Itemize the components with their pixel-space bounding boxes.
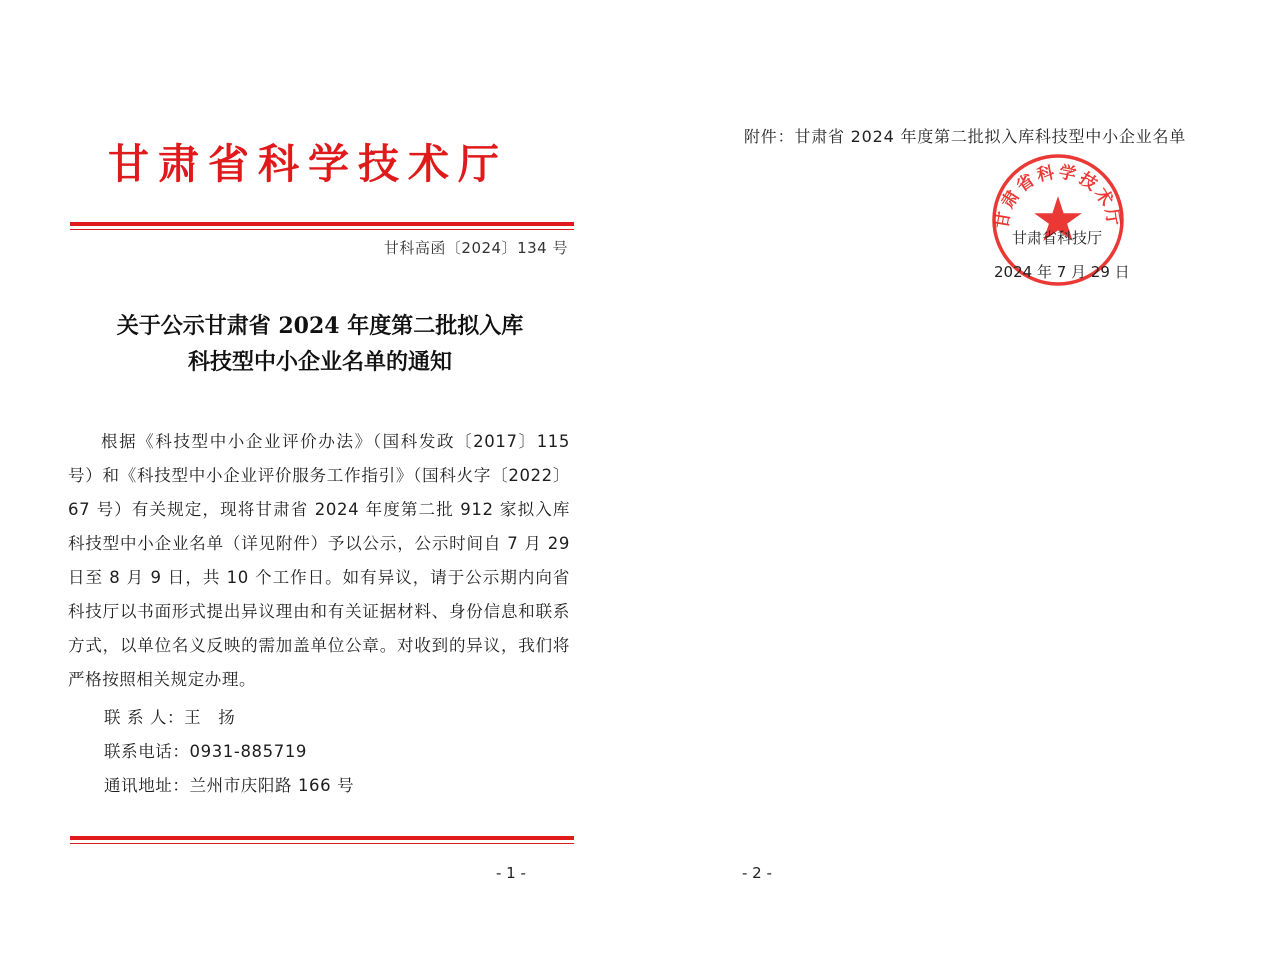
signature-date: 2024 年 7 月 29 日: [994, 263, 1130, 281]
contact-address-value: 兰州市庆阳路 166 号: [189, 776, 355, 795]
document-number: 甘科高函〔2024〕134 号: [383, 239, 568, 257]
page-number: - 1 -: [496, 864, 526, 882]
signature-organization: 甘肃省科技厅: [1012, 229, 1103, 247]
contact-address: [104, 772, 354, 796]
contact-phone-value: 0931-885719: [189, 742, 308, 761]
red-rule-thick: [70, 836, 574, 840]
contact-person: [104, 704, 235, 728]
notice-body-paragraph: 根据《科技型中小企业评价办法》（国科发政〔2017〕115 号）和《科技型中小企业评价服务工作指引》（国科火字〔2022〕67 号）有关规定，现将甘肃省 2024 年度第二批 912 家拟入库科技型中小企业名单（详见附件）予以公示，公示时间自 7 月 29 日至 8 月 9 日，共 10 个工作日。如有异议，请于公示期内向省科技厅以书面形式提出异议理由和有关证据材料、身份信息和联系方式，以单位名义反映的需加盖单位公章。对收到的异议，我们将严格按照相关规定办理。: [68, 432, 570, 689]
seal-text: 甘肃省科学技术厅: [992, 162, 1124, 231]
page-number: - 2 -: [742, 864, 772, 882]
contact-person-value: 王 扬: [184, 708, 236, 727]
red-rule-thick: [70, 222, 574, 226]
header-red-rule: [70, 222, 574, 230]
red-rule-thin: [70, 843, 574, 844]
contact-address-label: 通讯地址：: [104, 776, 190, 795]
document-title: [70, 308, 570, 380]
attachment-title: 附件：甘肃省 2024 年度第二批拟入库科技型中小企业名单: [744, 127, 1187, 146]
red-rule-thin: [70, 229, 574, 230]
document-title-line-2: 科技型中小企业名单的通知: [187, 349, 452, 375]
issuing-organization-title: 甘肃省科学技术厅: [108, 140, 508, 188]
document-title-line-1: 关于公示甘肃省 2024 年度第二批拟入库: [116, 313, 524, 339]
contact-phone: [104, 738, 307, 762]
contact-phone-label: 联系电话：: [104, 742, 190, 761]
contact-person-label: 联 系 人：: [104, 708, 185, 727]
footer-red-rule: [70, 836, 574, 844]
page-2: [640, 0, 1275, 955]
